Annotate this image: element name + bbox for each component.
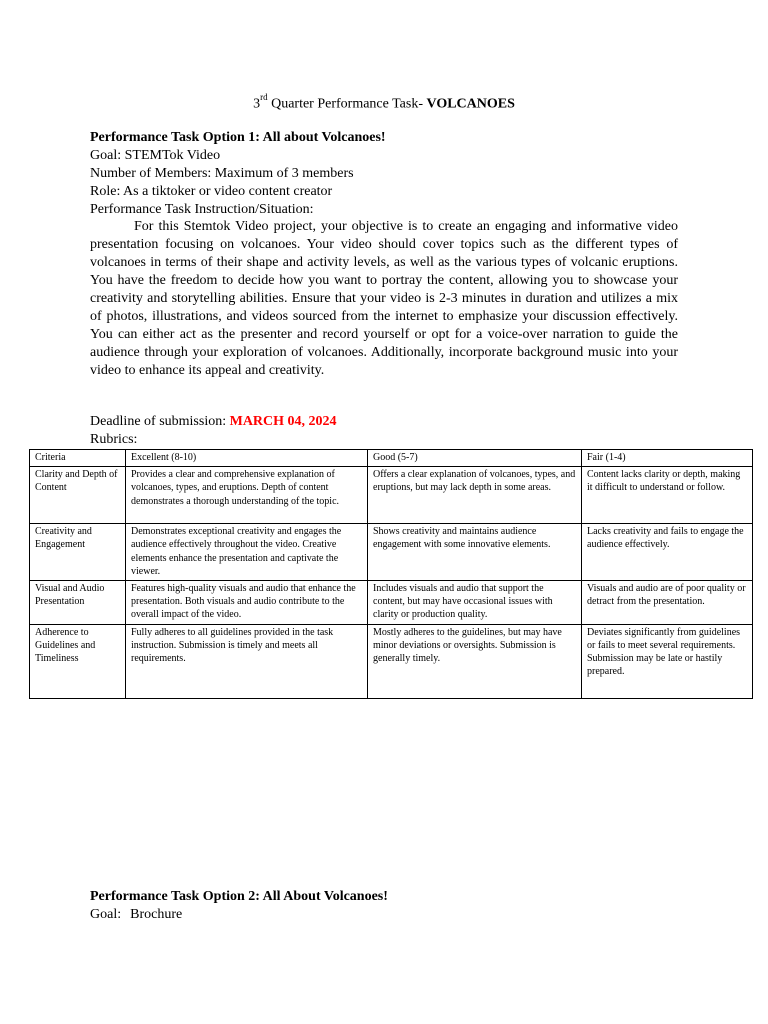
- rubric-row: [30, 524, 753, 581]
- option2-heading: Performance Task Option 2: All About Volcanoes!: [90, 889, 388, 904]
- rubric-cell: Shows creativity and maintains audience engagement with some innovative elements.: [368, 524, 582, 581]
- rubric-header-cell: Good (5-7): [368, 450, 582, 467]
- rubric-header-row: [30, 450, 753, 467]
- document-title: [0, 94, 768, 113]
- rubric-row: [30, 581, 753, 625]
- rubric-cell: Demonstrates exceptional creativity and engages the audience effectively throughout the video. Creative elements enhance the presentation and captivate the viewer.: [126, 524, 368, 581]
- option1-heading: Performance Task Option 1: All about Volcanoes!: [90, 130, 386, 145]
- rubric-criteria-cell: Visual and Audio Presentation: [30, 581, 126, 625]
- rubric-cell: Includes visuals and audio that support the content, but may have occasional issues with clarity or production quality.: [368, 581, 582, 625]
- title-text: Quarter Performance Task-: [267, 96, 427, 112]
- rubrics-label: Rubrics:: [90, 432, 138, 447]
- option2-goal-label: Goal:: [90, 907, 122, 922]
- rubric-header-cell: Criteria: [30, 450, 126, 467]
- rubric-cell: Deviates significantly from guidelines or fails to meet several requirements. Submission may be late or hastily prepared.: [582, 624, 753, 698]
- title-topic: VOLCANOES: [426, 96, 515, 112]
- deadline-label: Deadline of submission:: [90, 414, 230, 429]
- option1-instruction-paragraph: For this Stemtok Video project, your objective is to create an engaging and informative video presentation focusing on volcanoes. Your video should cover topics such as the different types of volcanoes in terms of their shape and activity levels, as well as the various types of volcanic eruptions. You have the freedom to decide how you want to portray the content, allowing you to showcase your creativity and storytelling abilities. Ensure that your video is 2-3 minutes in duration and utilizes a mix of photos, illustrations, and videos sourced from the internet to emphasize your discussion effectively. You can either act as the presenter and record yourself or opt for a voice-over narration to guide the audience through your exploration of volcanoes. Additionally, incorporate background music into your video to enhance its appeal and creativity.: [90, 219, 678, 378]
- deadline-line: [90, 414, 337, 430]
- option1-members: Number of Members: Maximum of 3 members: [90, 166, 354, 181]
- rubric-row: [30, 467, 753, 524]
- rubric-criteria-cell: Clarity and Depth of Content: [30, 467, 126, 524]
- option1-goal: Goal: STEMTok Video: [90, 148, 221, 163]
- quarter-number: 3: [253, 96, 261, 112]
- rubric-header-cell: Excellent (8-10): [126, 450, 368, 467]
- option1-instruction-label: Performance Task Instruction/Situation:: [90, 202, 314, 217]
- option2-goal: [90, 907, 182, 923]
- rubric-cell: Fully adheres to all guidelines provided in the task instruction. Submission is timely and meets all requirements.: [126, 624, 368, 698]
- rubric-table: [29, 449, 753, 699]
- option1-role: Role: As a tiktoker or video content creator: [90, 184, 333, 199]
- option2-goal-value: Brochure: [130, 907, 183, 922]
- rubric-criteria-cell: Creativity and Engagement: [30, 524, 126, 581]
- rubric-cell: Content lacks clarity or depth, making it difficult to understand or follow.: [582, 467, 753, 524]
- rubric-cell: Visuals and audio are of poor quality or detract from the presentation.: [582, 581, 753, 625]
- rubric-cell: Lacks creativity and fails to engage the audience effectively.: [582, 524, 753, 581]
- rubric-cell: Offers a clear explanation of volcanoes, types, and eruptions, but may lack depth in some areas.: [368, 467, 582, 524]
- rubric-cell: Mostly adheres to the guidelines, but may have minor deviations or oversights. Submission is generally timely.: [368, 624, 582, 698]
- rubric-criteria-cell: Adherence to Guidelines and Timeliness: [30, 624, 126, 698]
- quarter-suffix: rd: [260, 92, 268, 102]
- deadline-date: MARCH 04, 2024: [229, 414, 337, 429]
- rubric-cell: Provides a clear and comprehensive explanation of volcanoes, types, and eruptions. Depth of content demonstrates a thorough understanding of the topic.: [126, 467, 368, 524]
- rubric-cell: Features high-quality visuals and audio that enhance the presentation. Both visuals and audio contribute to the overall impact of the video.: [126, 581, 368, 625]
- rubric-header-cell: Fair (1-4): [582, 450, 753, 467]
- rubric-row: [30, 624, 753, 698]
